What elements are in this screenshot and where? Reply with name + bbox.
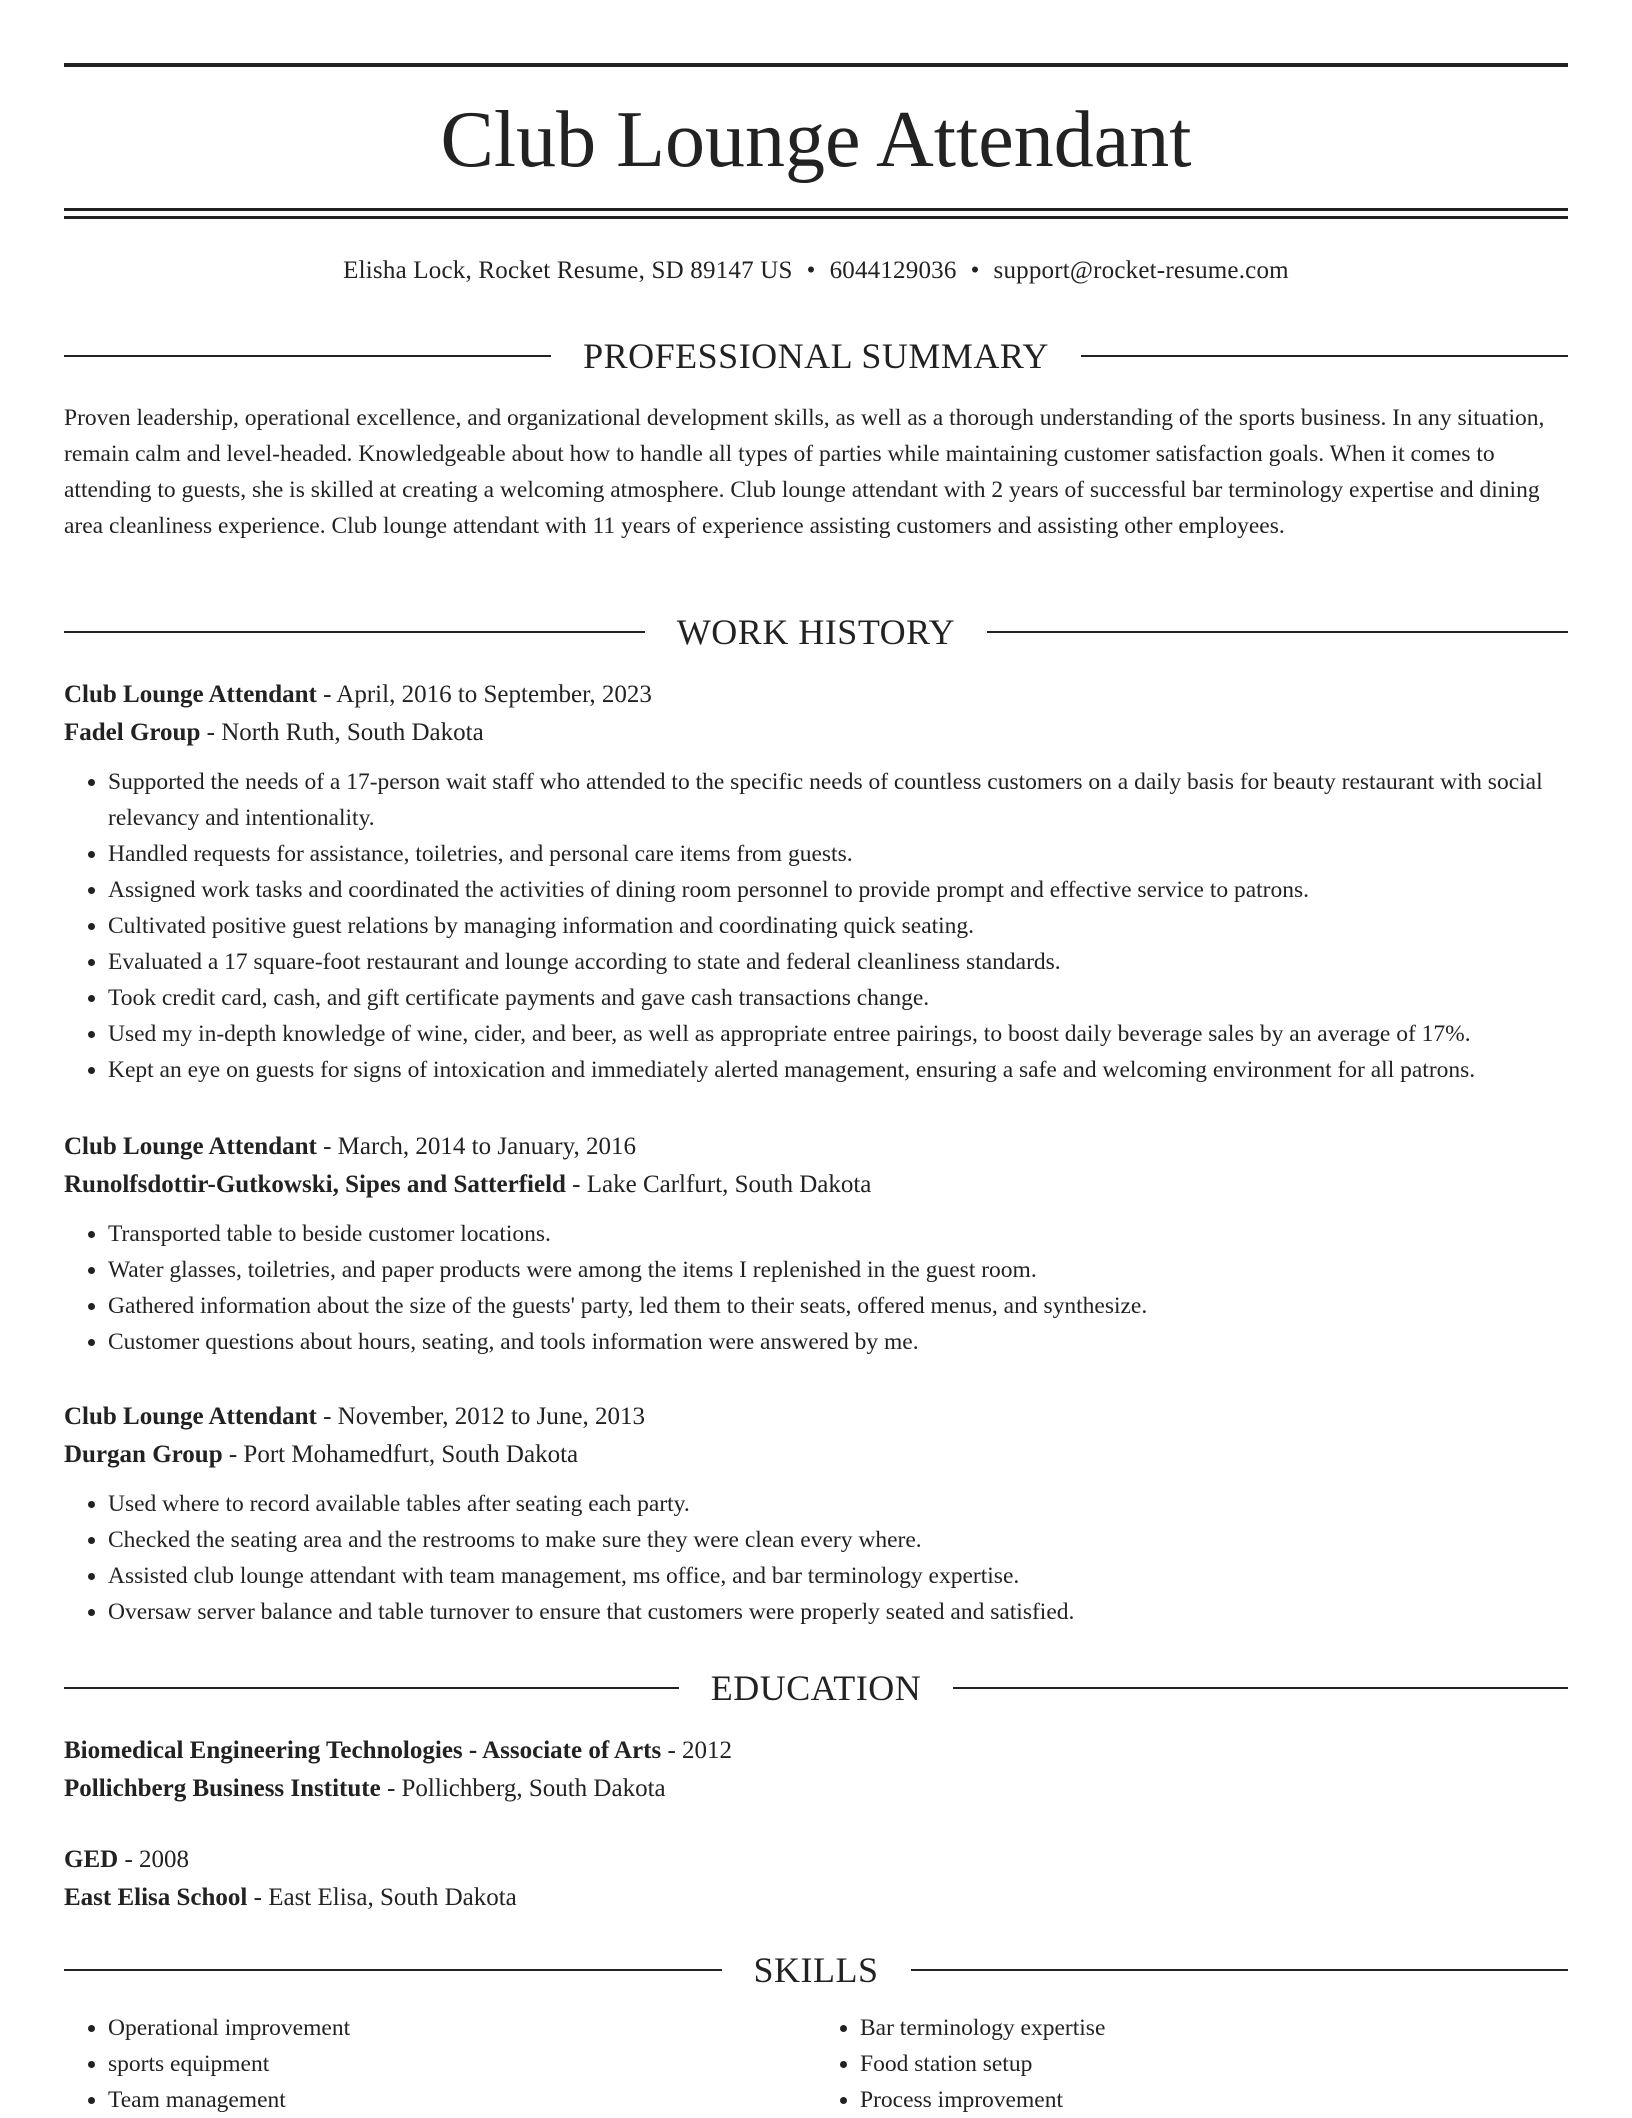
job-title-line [64,676,1568,714]
list-item: • Oversaw server balance and table turnover to ensure that customers were properly seated and satisfied. [108,1594,1568,1630]
list-item: • Supported the needs of a 17-person wait staff who attended to the specific needs of countless customers on a daily basis for beauty restaurant with social relevancy and intentionality. [108,764,1568,836]
list-item: • Gathered information about the size of the guests' party, led them to their seats, offered menus, and synthesize. [108,1288,1568,1324]
education-degree: Biomedical Engineering Technologies - Associate of Arts [64,1737,662,1764]
section-heading-work-history [64,612,1568,652]
list-item: • Kept an eye on guests for signs of intoxication and immediately alerted management, ensuring a safe and welcoming environment for all patrons. [108,1052,1568,1088]
education-school: Pollichberg Business Institute [64,1775,381,1802]
contact-address: Elisha Lock, Rocket Resume, SD 89147 US [343,257,793,284]
job-location: - Port Mohamedfurt, South Dakota [222,1441,579,1468]
list-item: • Assigned work tasks and coordinated the activities of dining room personnel to provide prompt and effective service to patrons. [108,872,1568,908]
header-double-rule-lower [64,216,1568,219]
job-entry [64,1128,1568,1360]
divider-line [911,1969,1569,1971]
summary-text: Proven leadership, operational excellence, and organizational development skills, as well as a thorough understanding of the sports business. In any situation, remain calm and level-headed. Knowledgeable about how to handle all types of parties while maintaining customer satisfaction goals. When it comes to attending to guests, she is skilled at creating a welcoming atmosphere. Club lounge attendant with 2 years of successful bar terminology expertise and dining area cleanliness experience. Club lounge attendant with 11 years of experience assisting customers and assisting other employees. [64,405,1545,539]
job-bullets [64,1486,1568,1630]
skills-column-left [64,2010,816,2118]
job-title: Club Lounge Attendant [64,1403,317,1430]
section-title: EDUCATION [710,1668,922,1708]
skills-list [64,2010,1568,2118]
education-school-line [64,1770,1568,1808]
list-item: • Cultivated positive guest relations by managing information and coordinating quick seating. [108,908,1568,944]
list-item: • Transported table to beside customer locations. [108,1216,1568,1252]
job-company-line [64,714,1568,752]
section-title: WORK HISTORY [676,612,956,652]
divider-line [64,631,645,633]
section-heading-skills [64,1950,1568,1990]
list-item: • Used where to record available tables after seating each party. [108,1486,1568,1522]
job-company: Runolfsdottir-Gutkowski, Sipes and Satterfield [64,1171,566,1198]
job-title: Club Lounge Attendant [64,681,317,708]
contact-line [64,255,1568,287]
divider-line [987,631,1568,633]
skill-item: • Process improvement [860,2082,1568,2118]
job-entry [64,1398,1568,1630]
job-title: Club Lounge Attendant [64,1133,317,1160]
list-item: • Evaluated a 17 square-foot restaurant and lounge according to state and federal cleanliness standards. [108,944,1568,980]
job-title-line [64,1128,1568,1166]
education-entry [64,1841,1568,1917]
divider-line [64,355,551,357]
header-double-rule-upper [64,208,1568,211]
education-degree-line [64,1732,1568,1770]
divider-line [64,1969,722,1971]
education-entry [64,1732,1568,1808]
section-heading-summary [64,336,1568,376]
job-company-line [64,1436,1568,1474]
job-location: - North Ruth, South Dakota [200,719,484,746]
skill-item: • Operational improvement [108,2010,816,2046]
divider-line [953,1687,1568,1689]
divider-line [1081,355,1568,357]
job-bullets [64,764,1568,1088]
divider-line [64,1687,679,1689]
education-school-line [64,1879,1568,1917]
job-dates: - November, 2012 to June, 2013 [316,1403,645,1430]
education-year: - 2008 [118,1846,190,1873]
job-title-line [64,1398,1568,1436]
job-entry [64,676,1568,1088]
list-item: • Took credit card, cash, and gift certificate payments and gave cash transactions change. [108,980,1568,1016]
job-company: Fadel Group [64,719,201,746]
education-location: - East Elisa, South Dakota [247,1884,517,1911]
education-degree-line [64,1841,1568,1879]
education-year: - 2012 [661,1737,733,1764]
section-title: PROFESSIONAL SUMMARY [583,336,1049,376]
skill-item: • sports equipment [108,2046,816,2082]
education-school: East Elisa School [64,1884,248,1911]
job-company-line [64,1166,1568,1204]
contact-phone: 6044129036 [829,257,957,284]
contact-separator: • [806,257,816,284]
list-item: • Water glasses, toiletries, and paper products were among the items I replenished in the guest room. [108,1252,1568,1288]
list-item: • Assisted club lounge attendant with team management, ms office, and bar terminology expertise. [108,1558,1568,1594]
skill-item: • Team management [108,2082,816,2118]
header-top-rule [64,63,1568,67]
job-dates: - April, 2016 to September, 2023 [316,681,652,708]
resume-title: Club Lounge Attendant [440,96,1192,184]
list-item: • Used my in-depth knowledge of wine, cider, and beer, as well as appropriate entree pairings, to boost daily beverage sales by an average of 17%. [108,1016,1568,1052]
list-item: • Customer questions about hours, seating, and tools information were answered by me. [108,1324,1568,1360]
section-title: SKILLS [753,1950,879,1990]
contact-separator: • [970,257,980,284]
job-company: Durgan Group [64,1441,223,1468]
section-heading-education [64,1668,1568,1708]
job-bullets [64,1216,1568,1360]
education-degree: GED [64,1846,119,1873]
skill-item: • Bar terminology expertise [860,2010,1568,2046]
contact-email: support@rocket-resume.com [993,257,1289,284]
job-location: - Lake Carlfurt, South Dakota [565,1171,872,1198]
list-item: • Checked the seating area and the restrooms to make sure they were clean every where. [108,1522,1568,1558]
list-item: • Handled requests for assistance, toiletries, and personal care items from guests. [108,836,1568,872]
skills-column-right [816,2010,1568,2118]
skill-item: • Food station setup [860,2046,1568,2082]
job-dates: - March, 2014 to January, 2016 [316,1133,636,1160]
education-location: - Pollichberg, South Dakota [380,1775,666,1802]
